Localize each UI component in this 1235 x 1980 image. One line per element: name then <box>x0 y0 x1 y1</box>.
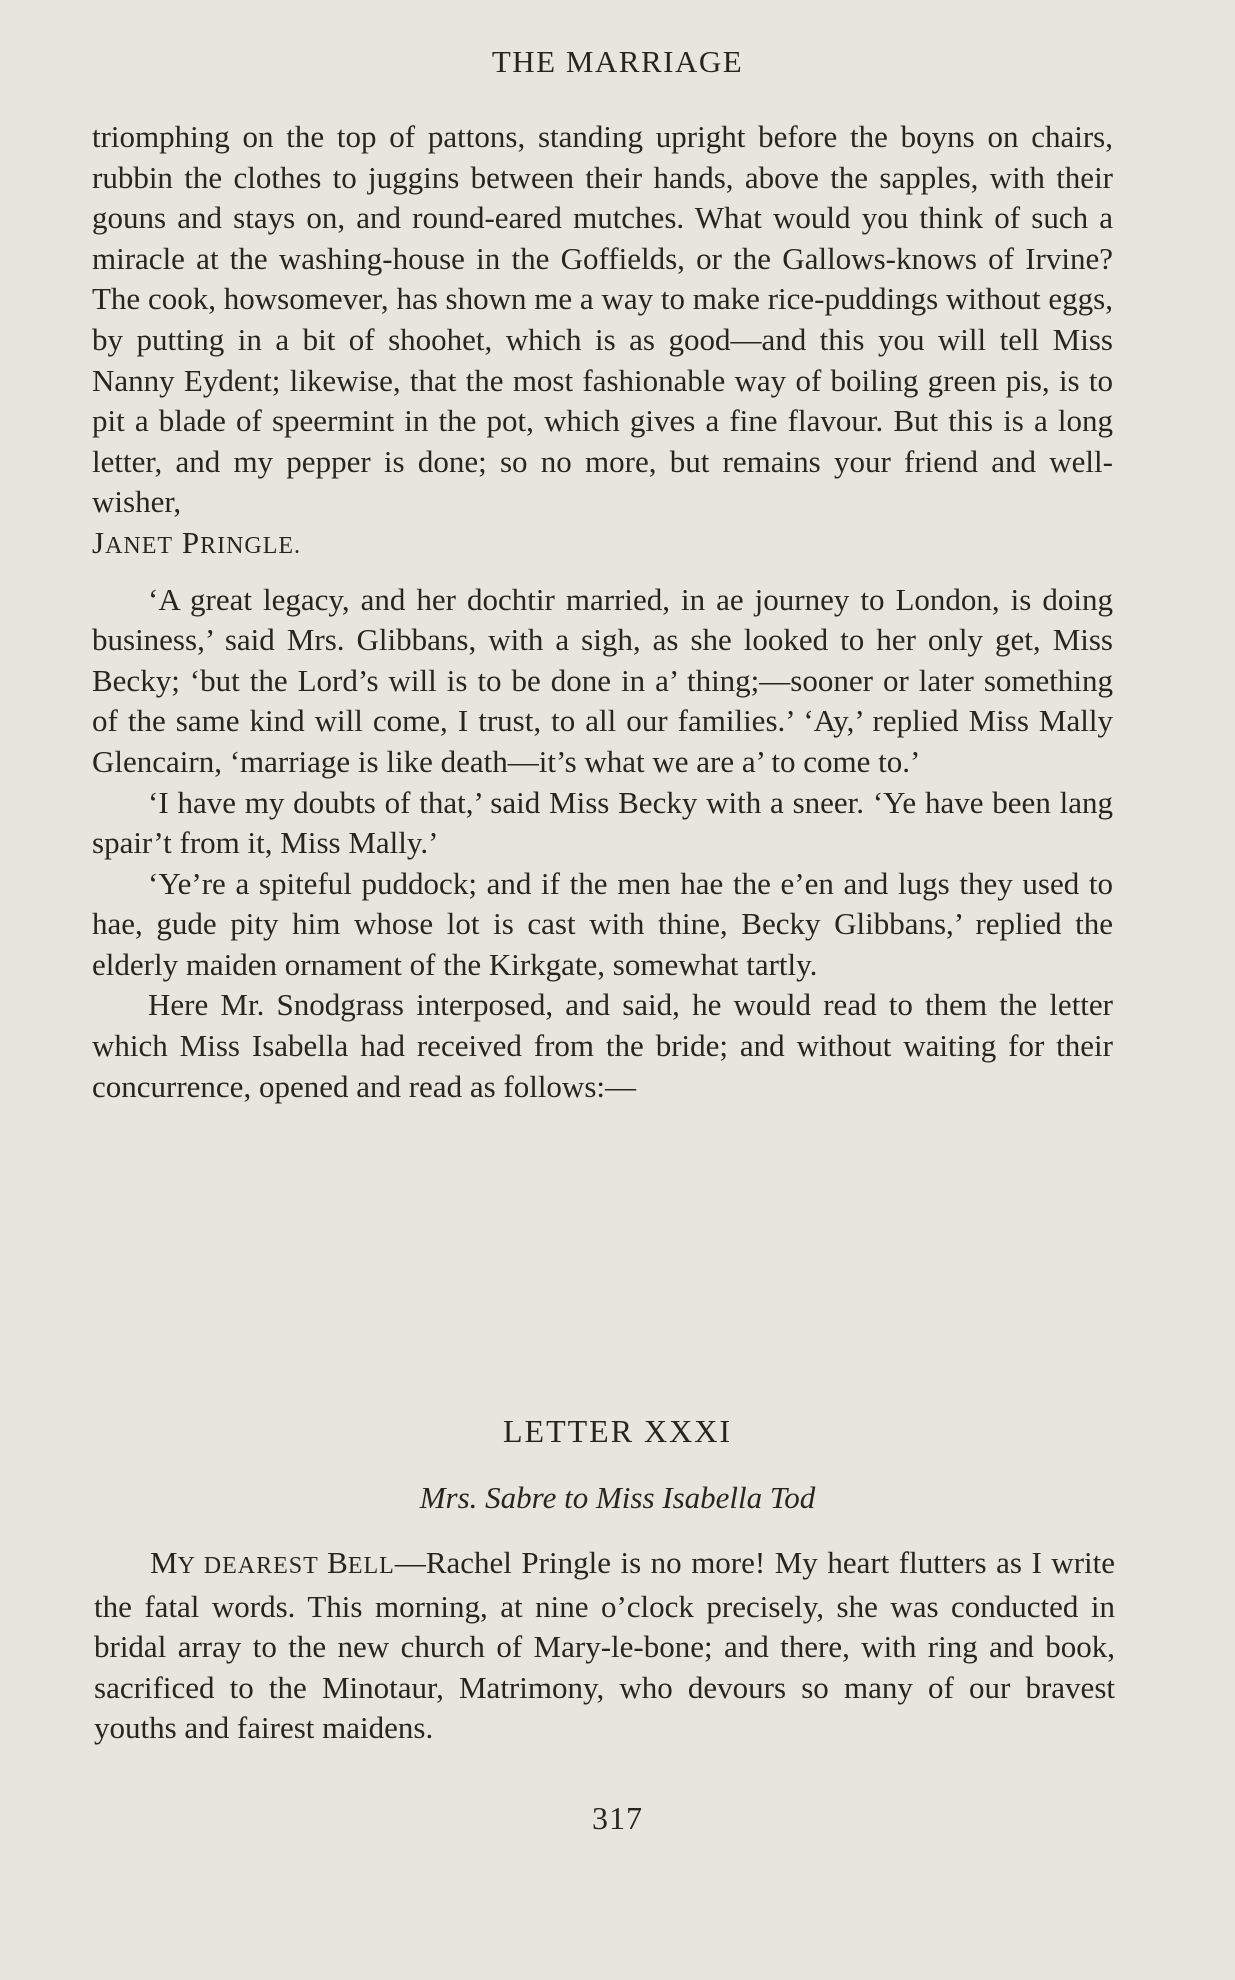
paragraph-2: ‘A great legacy, and her dochtir married, in ae journey to London, is doing business,’ said Mrs. Glibbans, with a sigh, as she looked to her only get, Miss Becky; ‘but the Lord’s will is to be done in a’ thing;—sooner or later something of the same kind will come, I trust, to all our families.’ ‘Ay,’ replied Miss Mally Glencairn, ‘marriage is like death—it’s what we are a’ to come to.’ <box>92 581 1113 779</box>
letter-paragraph: MY DEAREST BELL—Rachel Pringle is no more! My heart flutters as I write the fatal words. This morning, at nine o’clock precisely, she was conducted in bridal array to the new church of Mary-le-bone; and there, with ring and book, sacrificed to the Minotaur, Matrimony, who devours so many of our bravest youths and fairest maidens. <box>94 1545 1116 1746</box>
letter-body <box>94 1543 1115 1749</box>
paragraph-1: triomphing on the top of pattons, standing upright before the boyns on chairs, rubbin the clothes to juggins between their hands, above the sapples, with their gouns and stays on, and round-eared mutches. What would you think of such a miracle at the washing-house in the Goffields, or the Gallows-knows of Irvine? The cook, howsomever, has shown me a way to make rice-puddings without eggs, by putting in a bit of shoohet, which is as good—and this you will tell Miss Nanny Eydent; likewise, that the most fashionable way of boiling green pis, is to pit a blade of speermint in the pot, which gives a fine flavour. But this is a long letter, and my pepper is done; so no more, but remains your friend and well-wisher, <box>92 119 1113 520</box>
letter-heading: LETTER XXXI <box>502 1413 733 1449</box>
letter-subheading: Mrs. Sabre to Miss Isabella Tod <box>419 1480 816 1515</box>
running-head: THE MARRIAGE <box>491 44 744 79</box>
page-number: 317 <box>592 1800 643 1836</box>
paragraph-4: ‘Ye’re a spiteful puddock; and if the men hae the e’en and lugs they used to hae, gude pity him whose lot is cast with thine, Becky Glibbans,’ replied the elderly maiden ornament of the Kirkgate, somewhat tartly. <box>92 865 1113 982</box>
paragraph-5: Here Mr. Snodgrass interposed, and said, he would read to them the letter which Miss Isabella had received from the bride; and without waiting for their concurrence, opened and read as follows:— <box>92 987 1113 1104</box>
main-text <box>92 117 1113 1107</box>
signature: JANET PRINGLE. <box>92 524 302 560</box>
paragraph-3: ‘I have my doubts of that,’ said Miss Becky with a sneer. ‘Ye have been lang spair’t from it, Miss Mally.’ <box>92 784 1113 861</box>
